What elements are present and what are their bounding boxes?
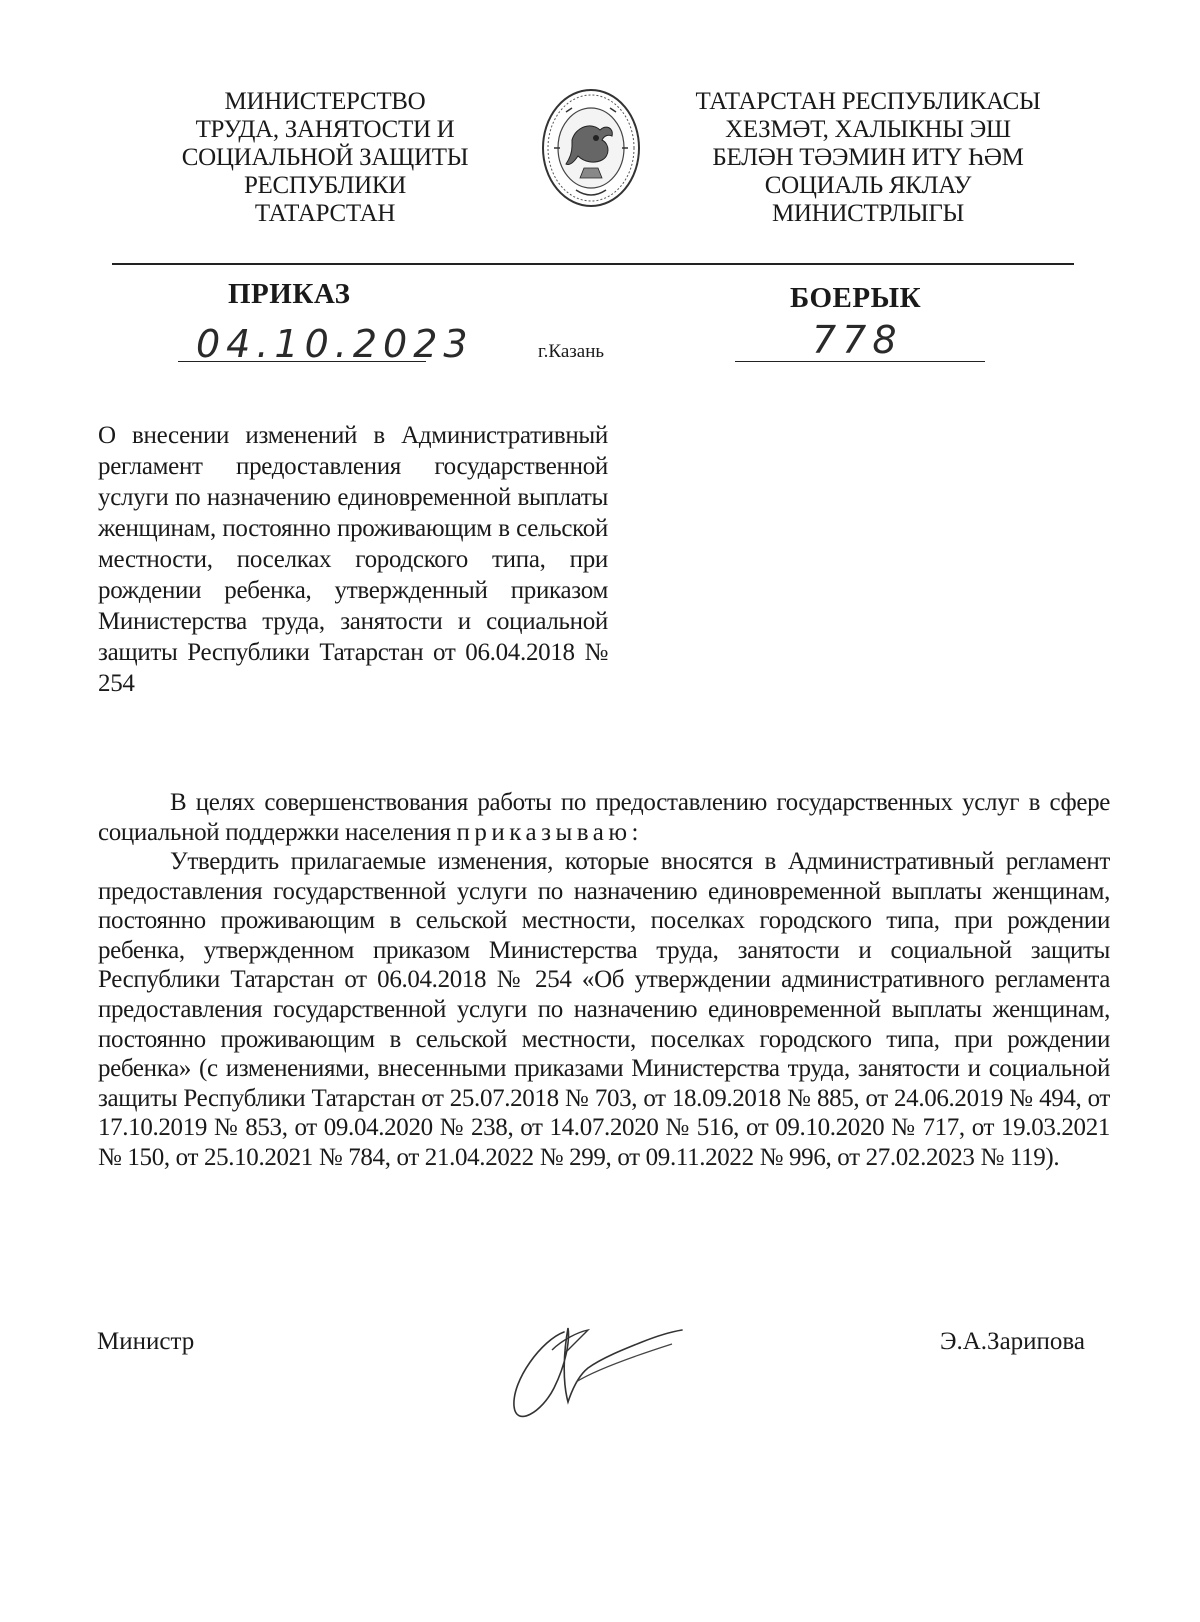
command-word: приказываю:: [456, 818, 643, 846]
tatarstan-coat-of-arms-icon: [536, 82, 646, 214]
document-type-tt: БОЕРЫК: [790, 282, 922, 314]
number-underline: [735, 361, 985, 362]
preamble-text: В целях совершенствования работы по предоставлению государственных услуг в сфере социальной поддержки населения: [98, 789, 1110, 846]
signer-name: Э.А.Зарипова: [940, 1328, 1086, 1355]
ministry-name-ru: [130, 88, 520, 228]
ministry-name-tt-line: ХЕЗМӘТ, ХАЛЫКНЫ ЭШ: [725, 116, 1011, 143]
document-type-ru: ПРИКАЗ: [228, 278, 351, 310]
ministry-name-tt: [668, 88, 1068, 228]
ministry-name-ru-line: РЕСПУБЛИКИ: [243, 172, 407, 199]
ministry-name-ru-line: МИНИСТЕРСТВО: [224, 88, 426, 115]
ministry-name-tt-line: СОЦИАЛЬ ЯКЛАУ: [764, 172, 972, 199]
ministry-name-ru-line: СОЦИАЛЬНОЙ ЗАЩИТЫ: [181, 144, 469, 171]
ministry-name-tt-line: ТАТАРСТАН РЕСПУБЛИКАСЫ: [695, 88, 1041, 115]
preamble-paragraph: [98, 788, 1110, 847]
header-divider: [112, 263, 1074, 265]
ministry-name-tt-line: БЕЛӘН ТӘЭМИН ИТҮ ҺӘМ: [712, 144, 1024, 171]
order-paragraph: Утвердить прилагаемые изменения, которые вносятся в Административный регламент предоставления государственной услуги по назначению единовременной выплаты женщинам, постоянно проживающим в сельской местности, поселках городского типа, при рождении ребенка, утвержденном приказом Министерства труда, занятости и социальной защиты Республики Татарстан от 06.04.2018 № 254 «Об утверждении административного регламента предоставления государственной услуги по назначению единовременной выплаты женщинам, постоянно проживающим в сельской местности, поселках городского типа, при рождении ребенка» (с изменениями, внесенными приказами Министерства труда, занятости и социальной защиты Республики Татарстан от 25.07.2018 № 703, от 18.09.2018 № 885, от 24.06.2019 № 494, от 17.10.2019 № 853, от 09.04.2020 № 238, от 14.07.2020 № 516, от 09.10.2020 № 717, от 19.03.2021 № 150, от 25.10.2021 № 784, от 21.04.2022 № 299, от 09.11.2022 № 996, от 27.02.2023 № 119).: [98, 848, 1110, 1171]
date-underline: [178, 361, 426, 362]
ministry-name-tt-line: МИНИСТРЛЫГЫ: [771, 200, 965, 227]
order-date: 04.10.2023: [196, 322, 474, 366]
city: г.Казань: [538, 341, 605, 362]
ministry-name-ru-line: ТАТАРСТАН: [254, 200, 396, 227]
handwritten-signature: [492, 1310, 692, 1440]
order-subject: О внесении изменений в Административный регламент предоставления государственной услуги по назначению единовременной выплаты женщинам, постоянно проживающим в сельской местности, поселках городского типа, при рождении ребенка, утвержденный приказом Министерства труда, занятости и социальной защиты Республики Татарстан от 06.04.2018 № 254: [98, 422, 608, 697]
ministry-name-ru-line: ТРУДА, ЗАНЯТОСТИ И: [195, 116, 455, 143]
order-number: 778: [812, 318, 903, 362]
signer-title: Министр: [97, 1328, 195, 1355]
